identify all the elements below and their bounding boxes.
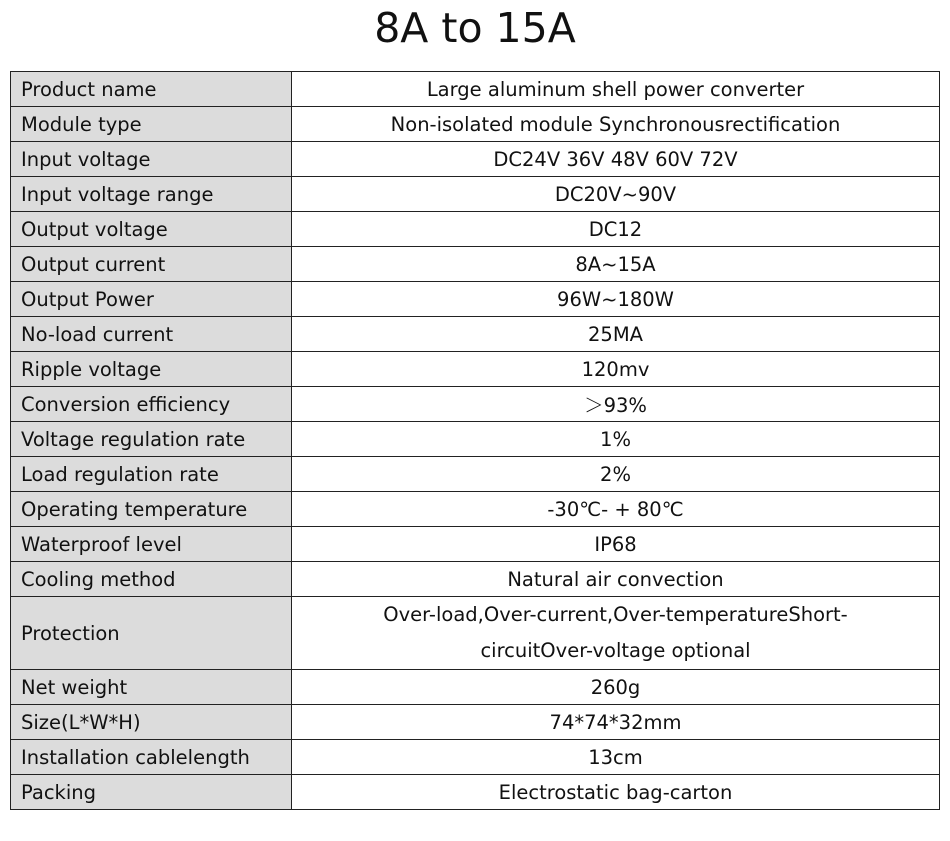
- spec-value-line: Over-load,Over-current,Over-temperatureShort-: [383, 603, 848, 626]
- table-row: [11, 457, 940, 492]
- table-row: [11, 527, 940, 562]
- spec-label: Product name: [11, 72, 292, 107]
- spec-label: Voltage regulation rate: [11, 422, 292, 457]
- spec-label: Operating temperature: [11, 492, 292, 527]
- spec-value: 8A~15A: [292, 247, 940, 282]
- spec-value: 13cm: [292, 740, 940, 775]
- table-row: [11, 247, 940, 282]
- spec-label: Conversion efficiency: [11, 387, 292, 422]
- spec-value: [292, 597, 940, 670]
- table-row: [11, 212, 940, 247]
- spec-value: 260g: [292, 670, 940, 705]
- table-row: [11, 740, 940, 775]
- table-row: [11, 387, 940, 422]
- spec-value: 96W~180W: [292, 282, 940, 317]
- spec-label: Output voltage: [11, 212, 292, 247]
- spec-label: Size(L*W*H): [11, 705, 292, 740]
- spec-label: Load regulation rate: [11, 457, 292, 492]
- table-row: [11, 317, 940, 352]
- spec-value: 1%: [292, 422, 940, 457]
- spec-label: Protection: [11, 597, 292, 670]
- spec-value: 2%: [292, 457, 940, 492]
- table-row: [11, 142, 940, 177]
- spec-label: Input voltage: [11, 142, 292, 177]
- spec-label: Installation cablelength: [11, 740, 292, 775]
- spec-label: Module type: [11, 107, 292, 142]
- spec-value: DC24V 36V 48V 60V 72V: [292, 142, 940, 177]
- spec-value: 25MA: [292, 317, 940, 352]
- table-row: [11, 562, 940, 597]
- spec-label: Cooling method: [11, 562, 292, 597]
- spec-value: Non-isolated module Synchronousrectification: [292, 107, 940, 142]
- spec-label: Ripple voltage: [11, 352, 292, 387]
- table-row: [11, 597, 940, 670]
- table-row: [11, 177, 940, 212]
- spec-value: 120mv: [292, 352, 940, 387]
- page-title: 8A to 15A: [374, 4, 576, 52]
- table-row: [11, 72, 940, 107]
- spec-value: Electrostatic bag-carton: [292, 775, 940, 810]
- spec-label: Packing: [11, 775, 292, 810]
- spec-label: Input voltage range: [11, 177, 292, 212]
- spec-label: Waterproof level: [11, 527, 292, 562]
- table-row: [11, 107, 940, 142]
- table-row: [11, 422, 940, 457]
- table-row: [11, 670, 940, 705]
- table-row: [11, 705, 940, 740]
- spec-value: IP68: [292, 527, 940, 562]
- spec-value: Large aluminum shell power converter: [292, 72, 940, 107]
- spec-label: Output Power: [11, 282, 292, 317]
- spec-table: [10, 71, 940, 810]
- spec-value: 74*74*32mm: [292, 705, 940, 740]
- table-row: [11, 492, 940, 527]
- spec-label: Output current: [11, 247, 292, 282]
- spec-value: ＞93%: [292, 387, 940, 422]
- spec-label: No-load current: [11, 317, 292, 352]
- spec-value-line: circuitOver-voltage optional: [480, 639, 751, 662]
- spec-value: Natural air convection: [292, 562, 940, 597]
- table-row: [11, 352, 940, 387]
- table-row: [11, 775, 940, 810]
- spec-label: Net weight: [11, 670, 292, 705]
- spec-value: DC20V~90V: [292, 177, 940, 212]
- spec-value: DC12: [292, 212, 940, 247]
- table-row: [11, 282, 940, 317]
- spec-value: -30℃- + 80℃: [292, 492, 940, 527]
